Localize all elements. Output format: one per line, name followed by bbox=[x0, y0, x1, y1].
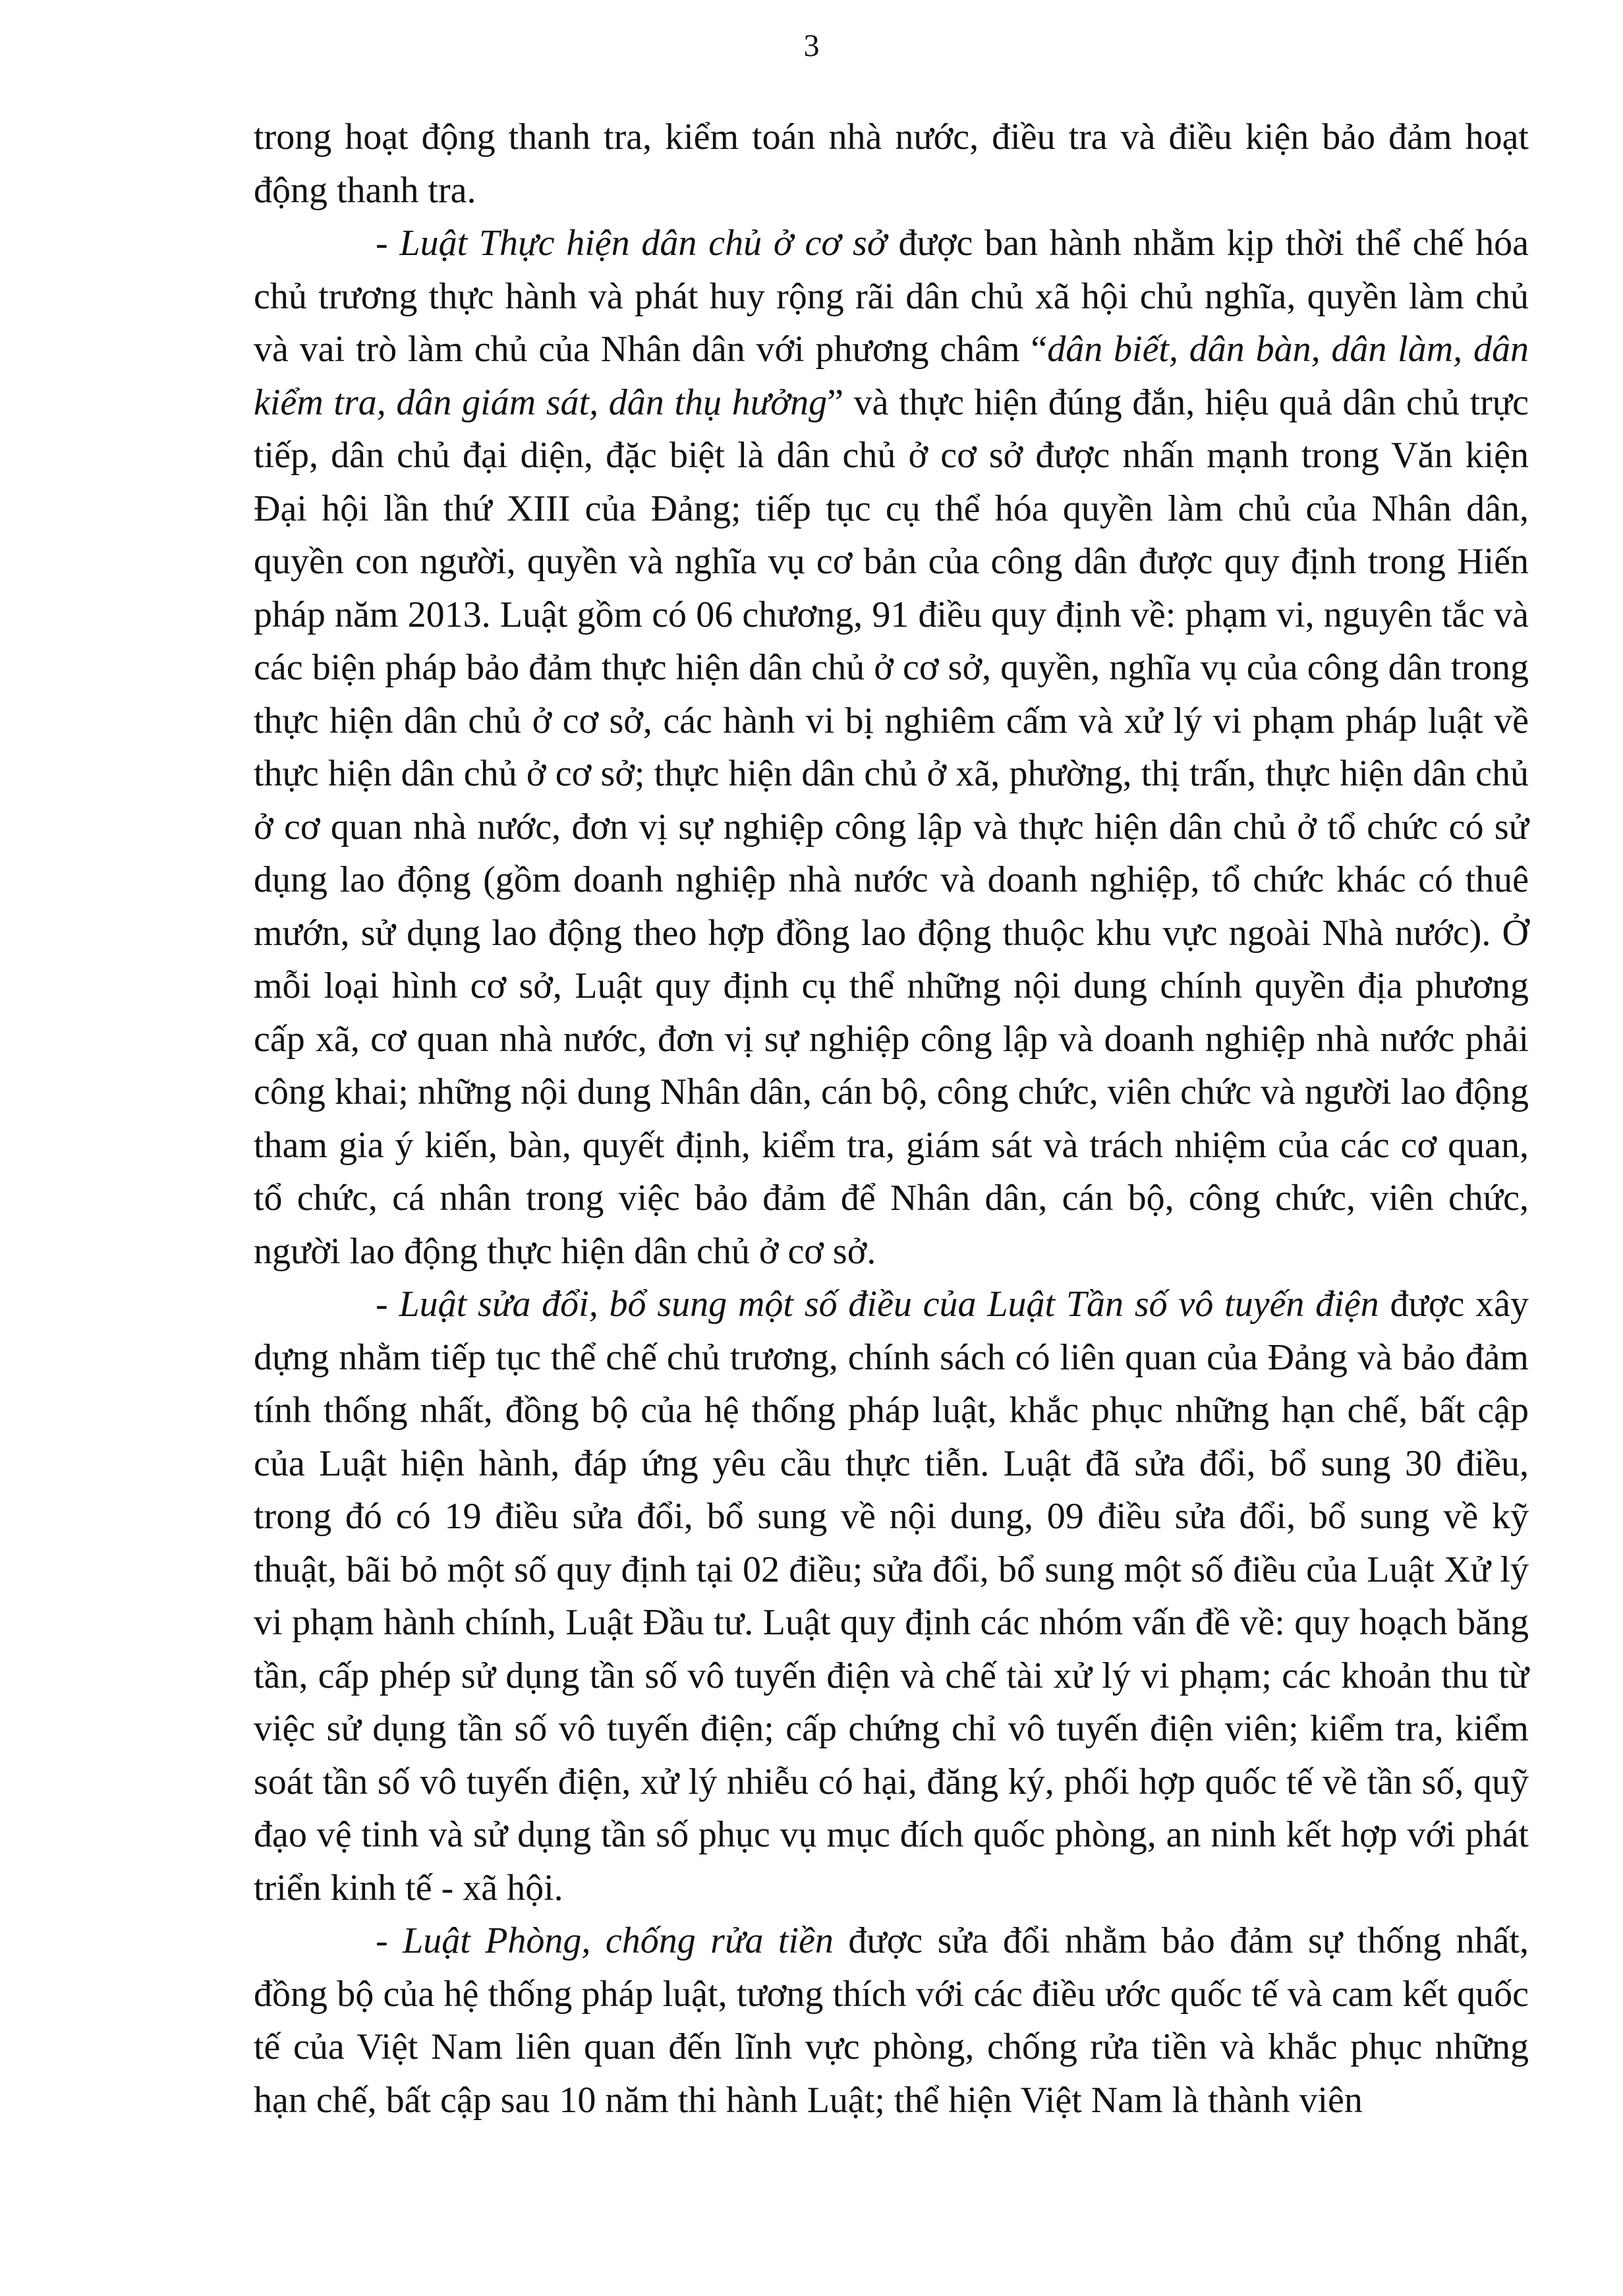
paragraph-0 bbox=[254, 111, 1529, 217]
law-title-democracy: - Luật Thực hiện dân chủ ở cơ sở bbox=[376, 223, 887, 264]
law-title-anti-money-laundering: - Luật Phòng, chống rửa tiền bbox=[376, 1920, 834, 1961]
page-number: 3 bbox=[803, 28, 820, 63]
motto-quote: dân biết, dân bàn, dân làm, dân kiểm tra, dân giám sát, dân thụ hưởng bbox=[254, 329, 1529, 423]
paragraph-text: được ban hành nhằm kịp thời thể chế hóa chủ trương thực hành và phát huy rộng rãi dân chủ xã hội chủ nghĩa, quyền làm chủ và vai trò làm chủ của Nhân dân với phương châm “ bbox=[254, 223, 1529, 370]
document-body bbox=[254, 111, 1529, 2127]
paragraph-text: được sửa đổi nhằm bảo đảm sự thống nhất, đồng bộ của hệ thống pháp luật, tương thích với các điều ước quốc tế và cam kết quốc tế của Việt Nam liên quan đến lĩnh vực phòng, chống rửa tiền và khắc phục những hạn chế, bất cập sau 10 năm thi hành Luật; thể hiện Việt Nam là thành viên bbox=[254, 1920, 1529, 2121]
paragraph-text: trong hoạt động thanh tra, kiểm toán nhà nước, điều tra và điều kiện bảo đảm hoạt động thanh tra. bbox=[254, 117, 1529, 211]
law-title-radio-frequency: - Luật sửa đổi, bổ sung một số điều của Luật Tần số vô tuyến điện bbox=[376, 1284, 1379, 1325]
paragraph-text: được xây dựng nhằm tiếp tục thể chế chủ trương, chính sách có liên quan của Đảng và bảo đảm tính thống nhất, đồng bộ của hệ thống pháp luật, khắc phục những hạn chế, bất cập của Luật hiện hành, đáp ứng yêu cầu thực tiễn. Luật đã sửa đổi, bổ sung 30 điều, trong đó có 19 điều sửa đổi, bổ sung về nội dung, 09 điều sửa đổi, bổ sung về kỹ thuật, bãi bỏ một số quy định tại 02 điều; sửa đổi, bổ sung một số điều của Luật Xử lý vi phạm hành chính, Luật Đầu tư. Luật quy định các nhóm vấn đề về: quy hoạch băng tần, cấp phép sử dụng tần số vô tuyến điện và chế tài xử lý vi phạm; các khoản thu từ việc sử dụng tần số vô tuyến điện; cấp chứng chỉ vô tuyến điện viên; kiểm tra, kiểm soát tần số vô tuyến điện, xử lý nhiễu có hại, đăng ký, phối hợp quốc tế về tần số, quỹ đạo vệ tinh và sử dụng tần số phục vụ mục đích quốc phòng, an ninh kết hợp với phát triển kinh tế - xã hội. bbox=[254, 1284, 1529, 1909]
paragraph-3 bbox=[254, 1914, 1529, 2127]
paragraph-2 bbox=[254, 1278, 1529, 1914]
paragraph-1 bbox=[254, 217, 1529, 1278]
paragraph-text: ” và thực hiện đúng đắn, hiệu quả dân chủ trực tiếp, dân chủ đại diện, đặc biệt là dân chủ ở cơ sở được nhấn mạnh trong Văn kiện Đại hội lần thứ XIII của Đảng; tiếp tục cụ thể hóa quyền làm chủ của Nhân dân, quyền con người, quyền và nghĩa vụ cơ bản của công dân được quy định trong Hiến pháp năm 2013. Luật gồm có 06 chương, 91 điều quy định về: phạm vi, nguyên tắc và các biện pháp bảo đảm thực hiện dân chủ ở cơ sở, quyền, nghĩa vụ của công dân trong thực hiện dân chủ ở cơ sở, các hành vi bị nghiêm cấm và xử lý vi phạm pháp luật về thực hiện dân chủ ở cơ sở; thực hiện dân chủ ở xã, phường, thị trấn, thực hiện dân chủ ở cơ quan nhà nước, đơn vị sự nghiệp công lập và thực hiện dân chủ ở tổ chức có sử dụng lao động (gồm doanh nghiệp nhà nước và doanh nghiệp, tổ chức khác có thuê mướn, sử dụng lao động theo hợp đồng lao động thuộc khu vực ngoài Nhà nước). Ở mỗi loại hình cơ sở, Luật quy định cụ thể những nội dung chính quyền địa phương cấp xã, cơ quan nhà nước, đơn vị sự nghiệp công lập và doanh nghiệp nhà nước phải công khai; những nội dung Nhân dân, cán bộ, công chức, viên chức và người lao động tham gia ý kiến, bàn, quyết định, kiểm tra, giám sát và trách nhiệm của các cơ quan, tổ chức, cá nhân trong việc bảo đảm để Nhân dân, cán bộ, công chức, viên chức, người lao động thực hiện dân chủ ở cơ sở. bbox=[254, 382, 1529, 1272]
